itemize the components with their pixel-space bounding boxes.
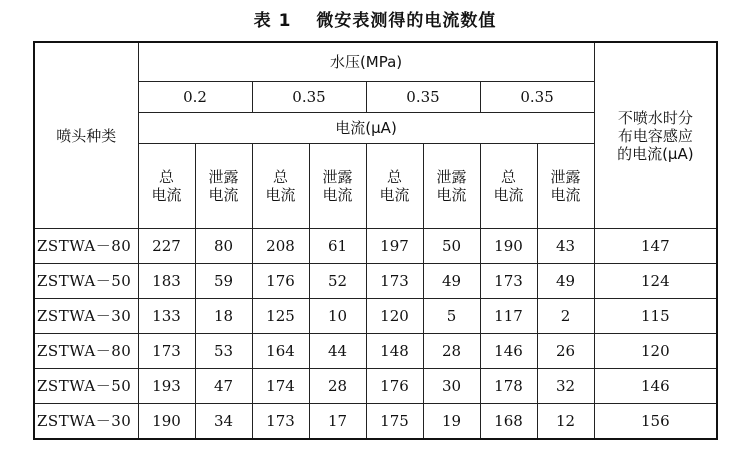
cell-value: 173 [494,272,523,290]
cell-value: 176 [266,272,295,290]
table-cell [366,404,423,440]
table-row [34,334,717,369]
table-cell [252,404,309,440]
nozzle-type-text: ZSTWA－50 [37,272,132,290]
total-current-header [138,144,195,229]
subheader-line: 总 [272,168,288,186]
subheader-line: 泄露 [208,168,239,186]
table-cell [252,369,309,404]
table-cell [537,404,594,440]
table-caption [0,6,750,31]
cell-value: 5 [446,307,457,325]
pressure-value [252,82,366,113]
table-cell [252,229,309,264]
table-cell [252,264,309,299]
pressure-value [138,82,252,113]
table-cell [366,264,423,299]
cell-value: 168 [494,412,523,430]
table-cell [309,334,366,369]
cell-value: 173 [152,342,181,360]
cell-value: 43 [556,237,576,255]
table-title: 微安表测得的电流数值 [316,11,497,31]
cell-value: 173 [380,272,409,290]
table-cell [366,369,423,404]
table-cell [423,369,480,404]
table-row [34,229,717,264]
table-cell [480,334,537,369]
nozzle-type-cell [34,264,138,299]
pressure-value-text: 0.35 [520,88,554,106]
table-cell [594,404,717,440]
capacitive-header-line: 布电容感应 [617,126,693,145]
cell-value: 28 [441,342,462,360]
table-cell [195,299,252,334]
cell-value: 176 [380,377,409,395]
row-header-nozzle-type [34,42,138,229]
cell-value: 49 [556,272,576,290]
cell-value: 26 [556,342,576,360]
subheader-line: 电流 [550,186,581,204]
table-cell [138,369,195,404]
cell-value: 30 [441,377,462,395]
table-row [34,369,717,404]
nozzle-type-cell [34,404,138,440]
subheader-line: 电流 [493,186,524,204]
cell-value: 174 [266,377,295,395]
subheader-line: 电流 [379,186,410,204]
nozzle-type-cell [34,334,138,369]
cell-value: 12 [556,412,576,430]
cell-value: 133 [152,307,181,325]
cell-value: 18 [213,307,234,325]
table-cell [537,334,594,369]
cell-value: 183 [152,272,181,290]
cell-value: 120 [380,307,409,325]
table-cell [480,369,537,404]
cell-value: 146 [494,342,523,360]
table-cell [366,299,423,334]
cell-value: 115 [641,307,670,325]
leakage-current-header [423,144,480,229]
cell-value: 80 [213,237,234,255]
table-cell [594,229,717,264]
table-cell [537,299,594,334]
cell-value: 190 [494,237,523,255]
cell-value: 50 [441,237,462,255]
capacitive-header-line: 的电流(μA) [617,144,694,163]
subheader-line: 泄露 [436,168,467,186]
nozzle-type-text: ZSTWA－80 [37,342,132,360]
cell-value: 197 [380,237,409,255]
table-cell [366,334,423,369]
cell-value: 173 [266,412,295,430]
cell-value: 146 [641,377,670,395]
subheader-line: 电流 [151,186,182,204]
cell-value: 208 [266,237,295,255]
table-cell [138,299,195,334]
table-cell [594,369,717,404]
table-cell [423,334,480,369]
cell-value: 52 [327,272,348,290]
table-cell [423,404,480,440]
cell-value: 227 [152,237,181,255]
cell-value: 17 [327,412,348,430]
cell-value: 53 [213,342,234,360]
cell-value: 193 [152,377,181,395]
table-cell [195,369,252,404]
cell-value: 147 [641,237,670,255]
table-row [34,404,717,440]
cell-value: 32 [556,377,576,395]
subheader-line: 泄露 [550,168,581,186]
row-header-label: 喷头种类 [56,126,117,145]
cell-value: 10 [327,307,348,325]
pressure-value [480,82,594,113]
table-cell [594,334,717,369]
table-cell [309,369,366,404]
table-cell [537,229,594,264]
table-cell [537,264,594,299]
cell-value: 61 [327,237,348,255]
cell-value: 156 [641,412,670,430]
table-cell [537,369,594,404]
current-header-label: 电流(μA) [335,119,397,137]
total-current-header [252,144,309,229]
cell-value: 47 [213,377,234,395]
current-header [138,113,594,144]
table-cell [423,264,480,299]
pressure-header-label: 水压(MPa) [329,53,403,71]
leakage-current-header [195,144,252,229]
subheader-line: 电流 [265,186,296,204]
nozzle-type-text: ZSTWA－30 [37,307,132,325]
subheader-line: 泄露 [322,168,353,186]
table-cell [480,404,537,440]
subheader-line: 总 [500,168,516,186]
capacitive-current-header [594,42,717,229]
header-row-pressure [34,42,717,82]
table-cell [138,404,195,440]
table-cell [252,334,309,369]
pressure-value [366,82,480,113]
table-cell [423,299,480,334]
cell-value: 34 [213,412,234,430]
cell-value: 175 [380,412,409,430]
nozzle-type-text: ZSTWA－50 [37,377,132,395]
table-cell [195,334,252,369]
leakage-current-header [309,144,366,229]
table-cell [594,299,717,334]
table-cell [195,404,252,440]
nozzle-type-text: ZSTWA－80 [37,237,132,255]
table-cell [309,404,366,440]
subheader-line: 电流 [208,186,239,204]
cell-value: 148 [380,342,409,360]
table-body [34,42,717,439]
subheader-line: 电流 [436,186,467,204]
cell-value: 2 [560,307,571,325]
capacitive-header-line: 不喷水时分 [617,108,693,127]
cell-value: 120 [641,342,670,360]
table-cell [138,229,195,264]
nozzle-type-cell [34,229,138,264]
subheader-line: 总 [386,168,402,186]
table-cell [138,264,195,299]
table-cell [138,334,195,369]
subheader-line: 电流 [322,186,353,204]
table-cell [195,264,252,299]
table-row [34,299,717,334]
total-current-header [480,144,537,229]
nozzle-type-text: ZSTWA－30 [37,412,132,430]
subheader-line: 总 [158,168,174,186]
cell-value: 117 [494,307,523,325]
pressure-header [138,42,594,82]
table-cell [480,299,537,334]
table-cell [309,299,366,334]
table-cell [195,229,252,264]
table-number: 表 1 [253,11,292,31]
current-table [33,41,718,440]
table-cell [594,264,717,299]
table-cell [423,229,480,264]
cell-value: 178 [494,377,523,395]
cell-value: 44 [327,342,348,360]
cell-value: 164 [266,342,295,360]
table-cell [252,299,309,334]
table-row [34,264,717,299]
nozzle-type-cell [34,299,138,334]
cell-value: 190 [152,412,181,430]
cell-value: 125 [266,307,295,325]
table-cell [480,229,537,264]
cell-value: 28 [327,377,348,395]
cell-value: 49 [441,272,462,290]
nozzle-type-cell [34,369,138,404]
leakage-current-header [537,144,594,229]
pressure-value-text: 0.2 [183,88,207,106]
cell-value: 59 [213,272,234,290]
pressure-value-text: 0.35 [406,88,440,106]
cell-value: 19 [441,412,462,430]
table-cell [309,229,366,264]
table-cell [480,264,537,299]
table-cell [366,229,423,264]
table-cell [309,264,366,299]
total-current-header [366,144,423,229]
cell-value: 124 [641,272,670,290]
pressure-value-text: 0.35 [292,88,326,106]
